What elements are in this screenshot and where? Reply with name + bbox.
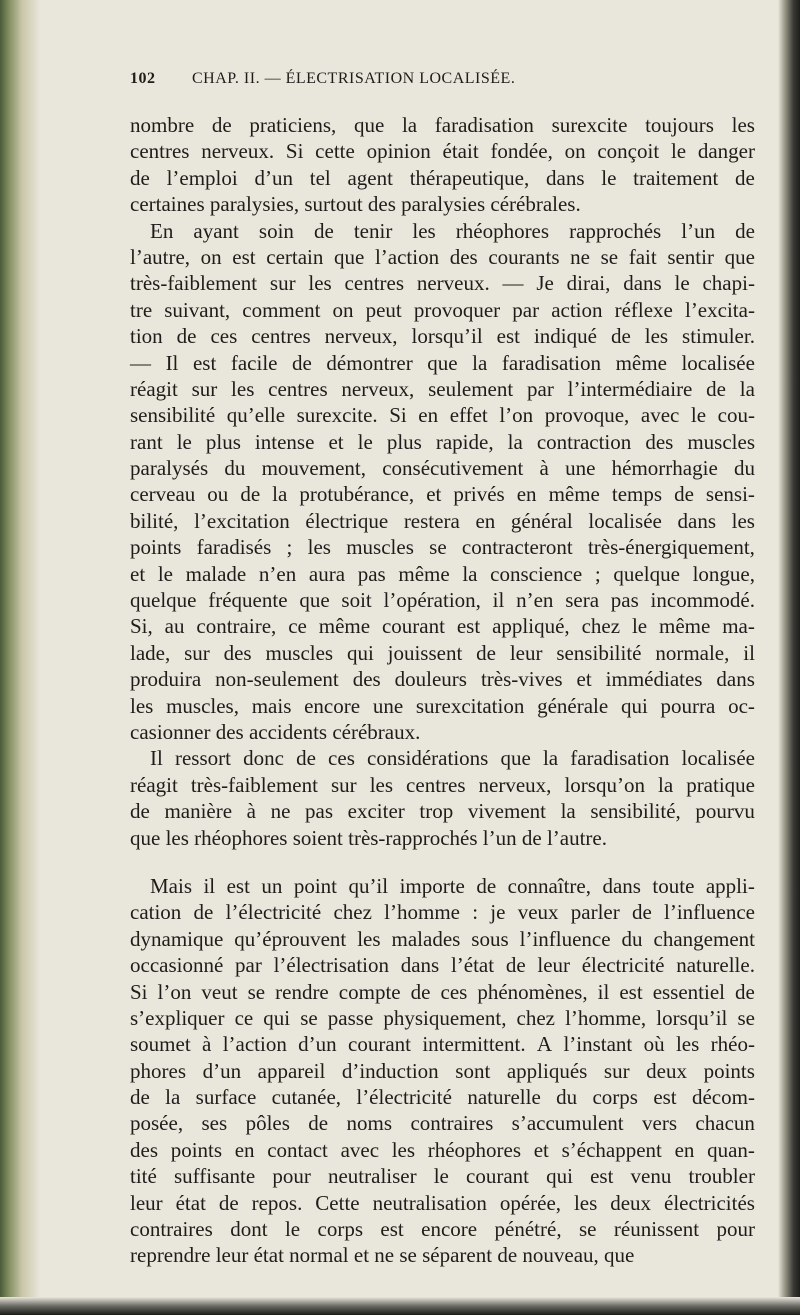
text-line: reprendre leur état normal et ne se séparent de nouveau, que bbox=[130, 1243, 635, 1268]
paragraph bbox=[130, 218, 755, 746]
page-bottom-edge-shadow bbox=[0, 1297, 800, 1315]
paragraph bbox=[130, 112, 755, 218]
text-line: que les rhéophores soient très-rapprochés l’un de l’autre. bbox=[130, 825, 607, 850]
text-line: centres nerveux. Si cette opinion était fondée, on conçoit le danger bbox=[130, 139, 755, 164]
text-line: très-faiblement sur les centres nerveux. — Je dirai, dans le chapi- bbox=[130, 271, 755, 296]
text-line: En ayant soin de tenir les rhéophores rapprochés l’un de bbox=[150, 218, 755, 243]
text-line: paralysés du mouvement, consécutivement à une hémorrhagie du bbox=[130, 456, 755, 481]
page-left-edge-shadow bbox=[0, 0, 40, 1315]
body-text bbox=[130, 112, 755, 1269]
text-line: de l’emploi d’un tel agent thérapeutique, dans le traitement de bbox=[130, 165, 755, 190]
text-line: occasionné par l’électrisation dans l’état de leur électricité naturelle. bbox=[130, 953, 755, 978]
paragraph bbox=[130, 873, 755, 1269]
running-head: CHAP. II. — ÉLECTRISATION LOCALISÉE. bbox=[192, 70, 516, 87]
page-number: 102 bbox=[130, 70, 156, 87]
text-line: cation de l’électricité chez l’homme : je veux parler de l’influence bbox=[130, 900, 755, 925]
text-line: soumet à l’action d’un courant intermittent. A l’instant où les rhéo- bbox=[130, 1032, 755, 1057]
text-line: Si l’on veut se rendre compte de ces phénomènes, il est essentiel de bbox=[130, 979, 755, 1004]
text-line: et le malade n’en aura pas même la conscience ; quelque longue, bbox=[130, 561, 755, 586]
text-line: posée, ses pôles de noms contraires s’accumulent vers chacun bbox=[130, 1111, 755, 1136]
text-line: des points en contact avec les rhéophores et s’échappent en quan- bbox=[130, 1137, 755, 1162]
page-right-edge-shadow bbox=[778, 0, 800, 1315]
paragraph-gap bbox=[130, 851, 755, 873]
text-line: rant le plus intense et le plus rapide, la contraction des muscles bbox=[130, 429, 755, 454]
text-line: points faradisés ; les muscles se contracteront très-énergiquement, bbox=[130, 535, 755, 560]
text-line: s’expliquer ce qui se passe physiquement, chez l’homme, lorsqu’il se bbox=[130, 1005, 755, 1030]
text-line: tion de ces centres nerveux, lorsqu’il est indiqué de les stimuler. bbox=[130, 324, 755, 349]
text-line: casionner des accidents cérébraux. bbox=[130, 719, 421, 744]
text-line: — Il est facile de démontrer que la faradisation même localisée bbox=[130, 350, 755, 375]
text-line: Il ressort donc de ces considérations que la faradisation localisée bbox=[150, 746, 755, 771]
paragraph bbox=[130, 745, 755, 851]
text-line: nombre de praticiens, que la faradisation surexcite toujours les bbox=[130, 113, 755, 137]
text-line: dynamique qu’éprouvent les malades sous l’influence du changement bbox=[130, 926, 755, 951]
text-line: phores d’un appareil d’induction sont appliqués sur deux points bbox=[130, 1058, 755, 1083]
text-line: de la surface cutanée, l’électricité naturelle du corps est décom- bbox=[130, 1085, 755, 1110]
page-header bbox=[130, 70, 755, 96]
text-line: produira non-seulement des douleurs très-vives et immédiates dans bbox=[130, 667, 755, 692]
text-line: Mais il est un point qu’il importe de connaître, dans toute appli- bbox=[150, 873, 755, 898]
text-line: les muscles, mais encore une surexcitation générale qui pourra oc- bbox=[130, 693, 755, 718]
text-line: certaines paralysies, surtout des paralysies cérébrales. bbox=[130, 192, 581, 217]
text-line: tre suivant, comment on peut provoquer par action réflexe l’excita- bbox=[130, 297, 755, 322]
text-line: contraires dont le corps est encore pénétré, se réunissent pour bbox=[130, 1217, 755, 1242]
text-line: lade, sur des muscles qui jouissent de leur sensibilité normale, il bbox=[130, 640, 755, 665]
text-line: tité suffisante pour neutraliser le courant qui est venu troubler bbox=[130, 1164, 755, 1189]
text-line: cerveau ou de la protubérance, et privés en même temps de sensi- bbox=[130, 482, 755, 507]
text-line: quelque fréquente que soit l’opération, il n’en sera pas incommodé. bbox=[130, 588, 755, 613]
text-line: l’autre, on est certain que l’action des courants ne se fait sentir que bbox=[130, 244, 755, 269]
text-line: sensibilité qu’elle surexcite. Si en effet l’on provoque, avec le cou- bbox=[130, 403, 755, 428]
text-line: Si, au contraire, ce même courant est appliqué, chez le même ma- bbox=[130, 614, 755, 639]
text-line: leur état de repos. Cette neutralisation opérée, les deux électricités bbox=[130, 1190, 755, 1215]
text-line: bilité, l’excitation électrique restera en général localisée dans les bbox=[130, 508, 755, 533]
text-line: réagit sur les centres nerveux, seulement par l’intermédiaire de la bbox=[130, 376, 755, 401]
text-line: réagit très-faiblement sur les centres nerveux, lorsqu’on la pratique bbox=[130, 772, 755, 797]
text-line: de manière à ne pas exciter trop vivement la sensibilité, pourvu bbox=[130, 799, 755, 824]
